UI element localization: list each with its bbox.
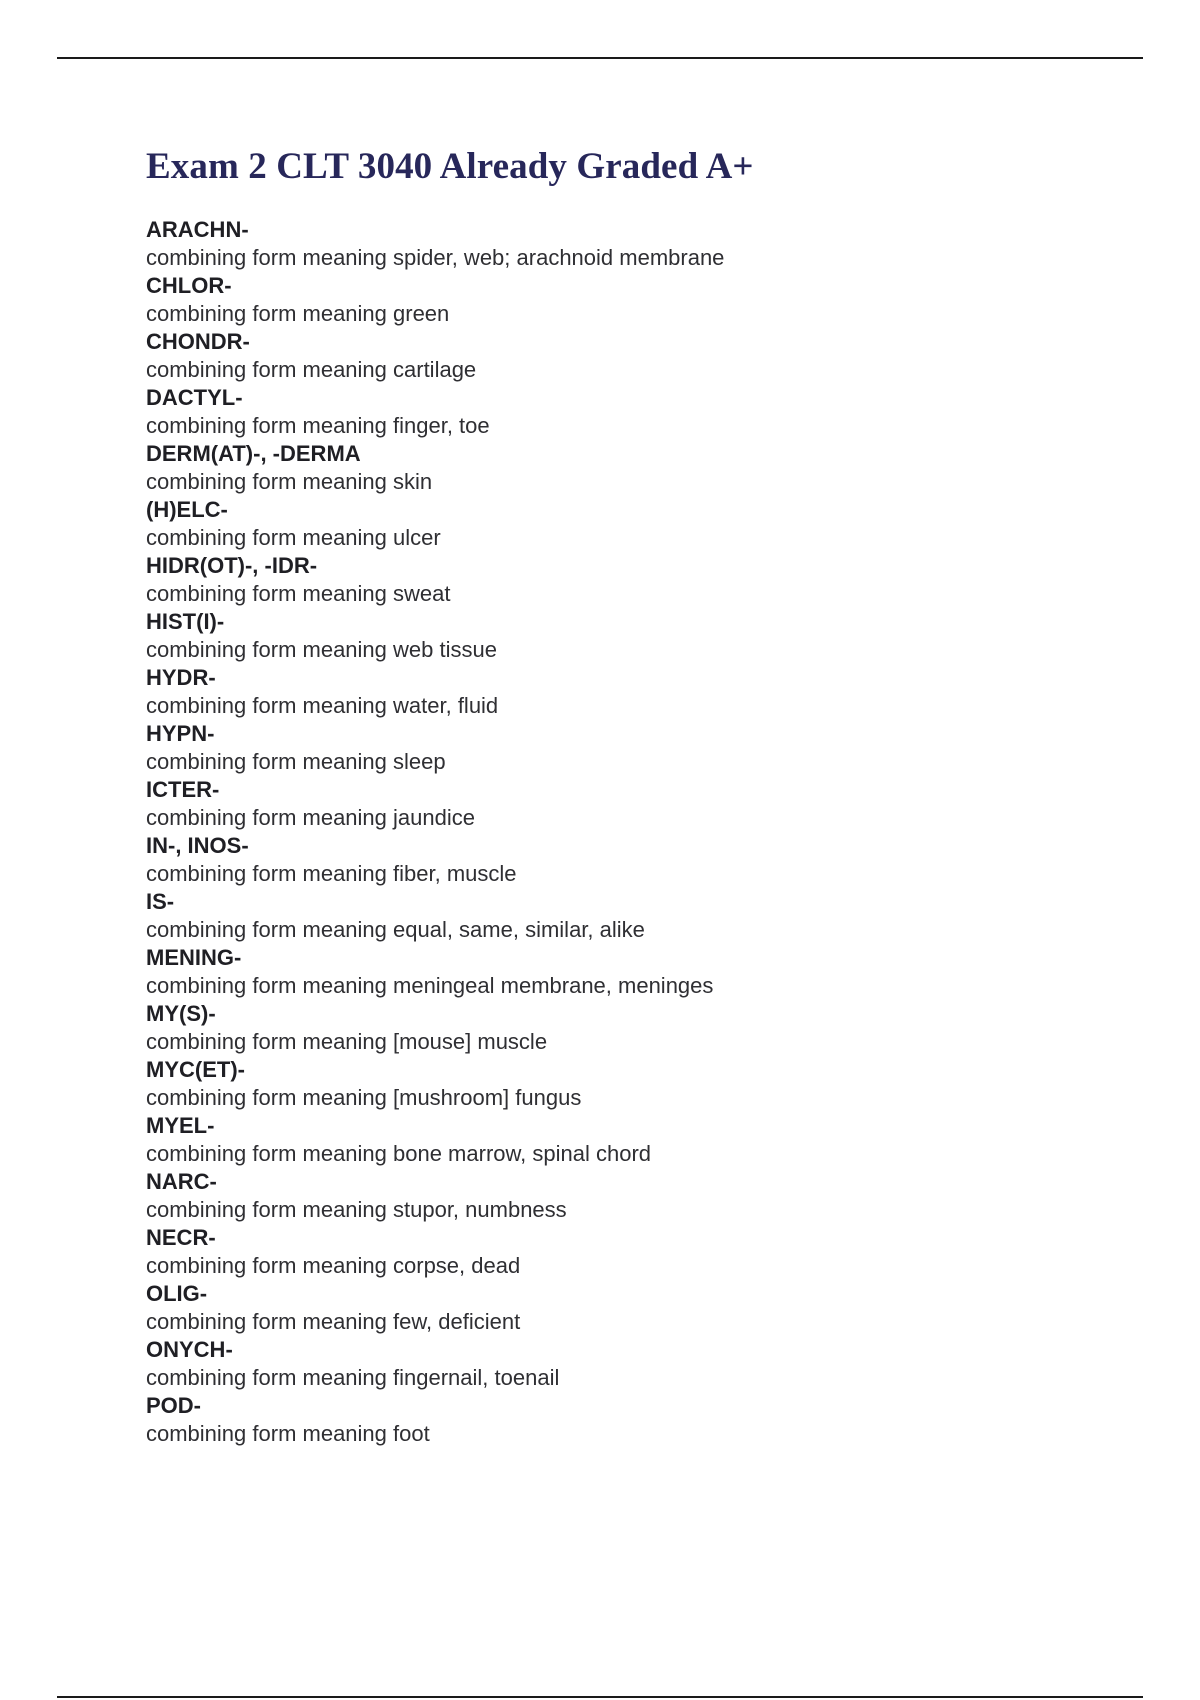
term-label: ICTER-	[146, 777, 220, 802]
term-definition: combining form meaning stupor, numbness	[146, 1197, 567, 1222]
term-entry	[146, 1280, 1106, 1336]
term-label: POD-	[146, 1393, 201, 1418]
term-entry	[146, 1336, 1106, 1392]
term-label: NECR-	[146, 1225, 216, 1250]
term-entry	[146, 328, 1106, 384]
footer-rule	[57, 1696, 1143, 1698]
term-definition: combining form meaning foot	[146, 1421, 430, 1446]
term-definition: combining form meaning sweat	[146, 581, 451, 606]
term-label: OLIG-	[146, 1281, 208, 1306]
term-entry	[146, 440, 1106, 496]
term-label: HIDR(OT)-, -IDR-	[146, 553, 318, 578]
term-list	[146, 216, 1106, 1448]
term-definition: combining form meaning fiber, muscle	[146, 861, 517, 886]
term-definition: combining form meaning [mouse] muscle	[146, 1029, 548, 1054]
term-entry	[146, 720, 1106, 776]
term-label: CHLOR-	[146, 273, 232, 298]
term-definition: combining form meaning sleep	[146, 749, 446, 774]
term-entry	[146, 384, 1106, 440]
term-entry	[146, 272, 1106, 328]
term-label: MENING-	[146, 945, 242, 970]
term-label: CHONDR-	[146, 329, 250, 354]
term-entry	[146, 608, 1106, 664]
term-entry	[146, 216, 1106, 272]
term-label: (H)ELC-	[146, 497, 228, 522]
term-definition: combining form meaning fingernail, toenail	[146, 1365, 560, 1390]
term-entry	[146, 888, 1106, 944]
term-definition: combining form meaning web tissue	[146, 637, 497, 662]
term-label: DERM(AT)-, -DERMA	[146, 441, 361, 466]
term-label: IS-	[146, 889, 175, 914]
term-definition: combining form meaning ulcer	[146, 525, 441, 550]
term-definition: combining form meaning bone marrow, spinal chord	[146, 1141, 652, 1166]
term-label: MYC(ET)-	[146, 1057, 245, 1082]
term-label: MYEL-	[146, 1113, 215, 1138]
term-label: IN-, INOS-	[146, 833, 249, 858]
term-entry	[146, 1000, 1106, 1056]
term-entry	[146, 1224, 1106, 1280]
header-rule	[57, 57, 1143, 59]
term-entry	[146, 832, 1106, 888]
term-entry	[146, 1392, 1106, 1448]
document-body	[146, 142, 1106, 1448]
term-definition: combining form meaning corpse, dead	[146, 1253, 521, 1278]
term-entry	[146, 664, 1106, 720]
term-definition: combining form meaning spider, web; arachnoid membrane	[146, 245, 725, 270]
term-definition: combining form meaning jaundice	[146, 805, 475, 830]
term-definition: combining form meaning skin	[146, 469, 433, 494]
term-label: MY(S)-	[146, 1001, 216, 1026]
term-label: HIST(I)-	[146, 609, 225, 634]
term-definition: combining form meaning equal, same, similar, alike	[146, 917, 645, 942]
term-label: HYPN-	[146, 721, 215, 746]
term-definition: combining form meaning green	[146, 301, 450, 326]
term-definition: combining form meaning water, fluid	[146, 693, 499, 718]
term-label: ONYCH-	[146, 1337, 233, 1362]
term-entry	[146, 1056, 1106, 1112]
term-label: DACTYL-	[146, 385, 243, 410]
term-entry	[146, 776, 1106, 832]
term-definition: combining form meaning cartilage	[146, 357, 477, 382]
term-definition: combining form meaning meningeal membrane, meninges	[146, 973, 714, 998]
term-label: HYDR-	[146, 665, 216, 690]
term-entry	[146, 1168, 1106, 1224]
term-definition: combining form meaning [mushroom] fungus	[146, 1085, 582, 1110]
term-label: ARACHN-	[146, 217, 249, 242]
page-title: Exam 2 CLT 3040 Already Graded A+	[146, 146, 754, 187]
term-entry	[146, 552, 1106, 608]
term-entry	[146, 496, 1106, 552]
term-entry	[146, 1112, 1106, 1168]
term-definition: combining form meaning finger, toe	[146, 413, 490, 438]
term-label: NARC-	[146, 1169, 217, 1194]
term-entry	[146, 944, 1106, 1000]
term-definition: combining form meaning few, deficient	[146, 1309, 521, 1334]
